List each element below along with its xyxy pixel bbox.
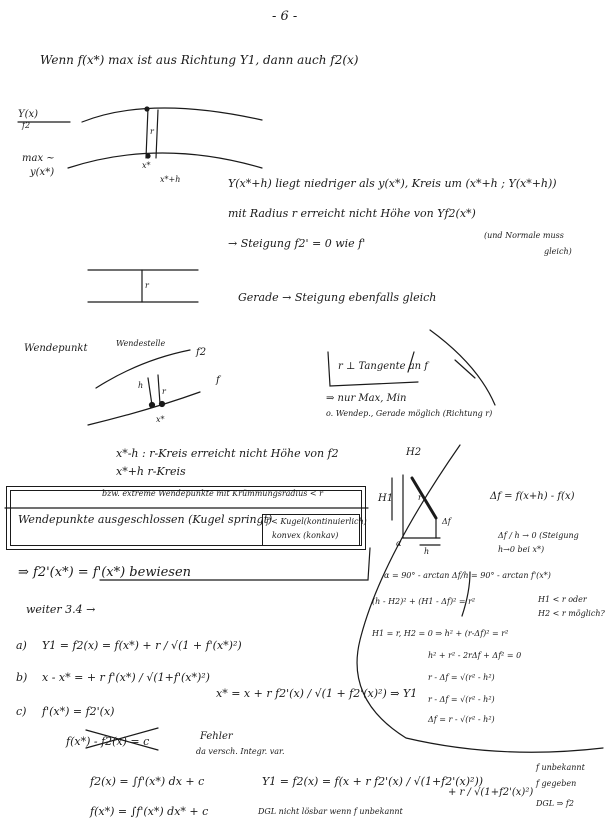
- wendepunkt-point: [150, 403, 155, 408]
- radius-line-2: [156, 110, 158, 158]
- label-alpha: α: [396, 539, 402, 548]
- curve-upper: [82, 108, 262, 122]
- wendepunkt-point-2: [160, 402, 165, 407]
- label-y-xstar: y(x*): [30, 167, 55, 178]
- bottom-formula-plus: + r / √(1+f2'(x)²): [448, 787, 534, 798]
- sketch2-note: Gerade → Steigung ebenfalls gleich: [238, 291, 437, 304]
- note-line-3: → Steigung f2' = 0 wie f': [228, 237, 366, 250]
- bottom-side-1: f unbekannt: [536, 763, 585, 772]
- bottom-side-3: DGL ⇒ f2: [536, 799, 574, 808]
- label-wendepunkt: Wendepunkt: [24, 343, 88, 354]
- sketch4-note-2: o. Wendep., Gerade möglich (Richtung r): [326, 409, 493, 418]
- wendepunkt-radius-2: [158, 375, 160, 404]
- equation-2: r - Δf = √(r² - h²): [428, 673, 495, 682]
- delta-definition: Δf = f(x+h) - f(x): [490, 491, 575, 502]
- bottom-side-2: f gegeben: [536, 779, 577, 788]
- pythagoras-note-1: H1 < r oder: [538, 595, 587, 604]
- boxed-overline: bzw. extreme Wendepunkte mit Krümmungsradius < r: [102, 489, 323, 498]
- label-h: h: [138, 381, 144, 390]
- label-delta-f: Δf: [442, 517, 451, 526]
- side-note-2: gleich): [544, 247, 572, 256]
- inner-box-line-1: f'< Kugel(kontinuierlich): [266, 517, 367, 526]
- sketch2-label-r: r: [145, 281, 149, 290]
- bottom-formula-main: Y1 = f2(x) = f(x + r f2'(x) / √(1+f2'(x)²)): [262, 775, 484, 788]
- heading: Wenn f(x*) max ist aus Richtung Y1, dann auch f2(x): [40, 53, 359, 67]
- crossed-formula: f(x*) - f2(x) = c: [66, 735, 150, 748]
- limit-line-2: h→0 bei x*): [498, 545, 545, 554]
- pythagoras-note-2: H2 < r möglich?: [538, 609, 605, 618]
- curve-f: [88, 392, 200, 425]
- label-h1: H1: [378, 493, 394, 504]
- label-max: max ~: [22, 153, 55, 164]
- label-xstar3: x*: [156, 415, 165, 424]
- label-r-right: r: [418, 493, 422, 502]
- crossed-note-2: da versch. Integr. var.: [196, 747, 285, 756]
- label-xstar: x*: [142, 161, 151, 170]
- pythagoras: (h - H2)² + (H1 - Δf)² = r²: [372, 597, 476, 606]
- sketch4-note-1: ⇒ nur Max, Min: [326, 393, 407, 404]
- point-bottom: [146, 154, 150, 158]
- label-wendestelle: Wendestelle: [116, 339, 166, 348]
- list-a-label: a): [16, 639, 27, 652]
- label-f2-small: f2: [22, 121, 31, 130]
- inner-box-line-2: konvex (konkav): [272, 531, 339, 540]
- label-r3: r: [162, 387, 166, 396]
- case-equation: H1 = r, H2 = 0 ⇒ h² + (r-Δf)² = r²: [372, 629, 509, 638]
- equation-3: r - Δf = √(r² - h²): [428, 695, 495, 704]
- note-line-2: mit Radius r erreicht nicht Höhe von Yf2(x*): [228, 207, 476, 220]
- continue-label: weiter 3.4 →: [26, 603, 96, 616]
- label-xstar-h: x*+h: [160, 175, 181, 184]
- integral-2: f(x*) = ∫f'(x*) dx* + c: [90, 805, 209, 818]
- radius-line-1: [146, 108, 148, 158]
- equation-1: h² + r² - 2rΔf + Δf² = 0: [428, 651, 522, 660]
- bottom-note: DGL nicht lösbar wenn f unbekannt: [258, 807, 403, 816]
- alpha-equation: α = 90° - arctan Δf/h = 90° - arctan f'(x*): [384, 571, 551, 580]
- page-number: - 6 -: [272, 9, 298, 24]
- note-line-1: Y(x*+h) liegt niedriger als y(x*), Kreis um (x*+h ; Y(x*+h)): [228, 177, 557, 190]
- boxed-main: Wendepunkte ausgeschlossen (Kugel springt): [18, 513, 273, 526]
- side-note-1: (und Normale muss: [484, 231, 564, 240]
- equation-4: Δf = r - √(r² - h²): [428, 715, 495, 724]
- curve-lower: [68, 153, 262, 168]
- point-top: [145, 107, 149, 111]
- label-y-x: Y(x): [18, 109, 39, 120]
- label-r: r: [150, 127, 154, 136]
- geometry-axes: [403, 475, 440, 538]
- tangent-label: r ⊥ Tangente an f: [338, 361, 428, 372]
- list-b-text: x - x* = + r f'(x*) / √(1+f'(x*)²): [42, 671, 210, 684]
- crossed-note-1: Fehler: [200, 731, 233, 742]
- list-c-label: c): [16, 705, 27, 718]
- label-h2: H2: [406, 447, 422, 458]
- label-f: f: [216, 375, 220, 386]
- integral-1: f2(x) = ∫f'(x*) dx + c: [90, 775, 205, 788]
- limit-line-1: Δf / h → 0 (Steigung: [498, 531, 579, 540]
- label-f2: f2: [196, 347, 207, 358]
- list-a-text: Y1 = f2(x) = f(x*) + r / √(1 + f'(x*)²): [42, 639, 242, 652]
- notes2-line-1: x*-h : r-Kreis erreicht nicht Höhe von f2: [116, 447, 339, 460]
- notes2-line-2: x*+h r-Kreis: [116, 465, 186, 478]
- result-line: ⇒ f2'(x*) = f'(x*) bewiesen: [18, 565, 192, 580]
- list-b-label: b): [16, 671, 28, 684]
- wendepunkt-radius-1: [148, 378, 152, 405]
- list-c-text: f'(x*) = f2'(x): [42, 705, 115, 718]
- arrow-formula: x* = x + r f2'(x) / √(1 + f2'(x)²) ⇒ Y1: [216, 687, 418, 700]
- geometry-radius: [412, 478, 436, 518]
- label-h-right: h: [424, 547, 430, 556]
